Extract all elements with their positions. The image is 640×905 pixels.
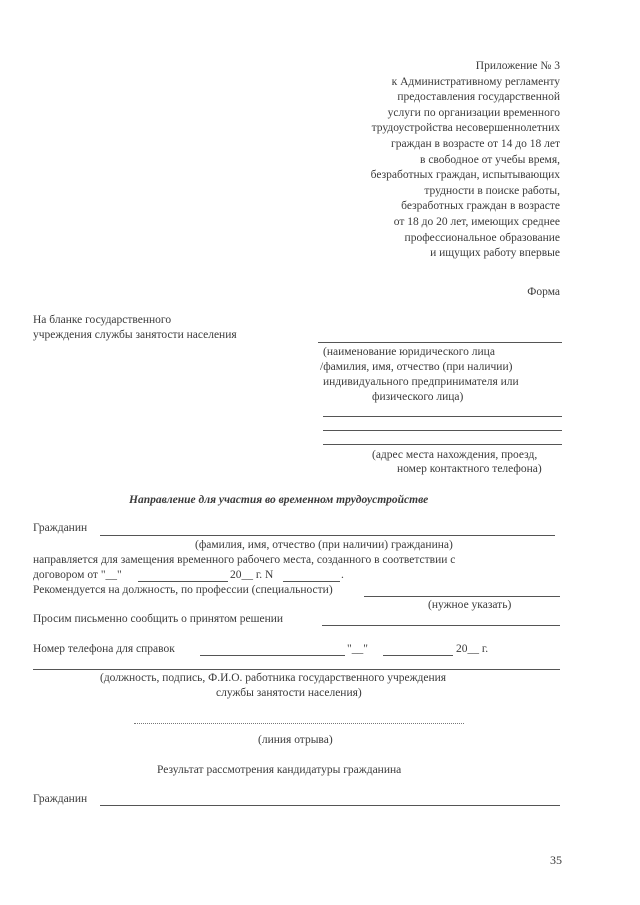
position-field[interactable] (364, 596, 560, 597)
request-field[interactable] (322, 625, 560, 626)
contract-date-field[interactable] (138, 581, 228, 582)
annex-line: Приложение № 3 (475, 60, 560, 72)
contract-end: . (341, 569, 344, 581)
annex-line: граждан в возрасте от 14 до 18 лет (390, 137, 560, 150)
annex-line: и ищущих работу впервые (430, 247, 560, 260)
letterhead-line-1: На бланке государственного (33, 314, 172, 326)
annex-line: в свободное от учебы время, (420, 153, 560, 166)
recipient-address-field-2[interactable] (323, 430, 562, 431)
phone-year: 20__ г. (456, 643, 489, 655)
citizen2-name-field[interactable] (100, 805, 560, 806)
annex-line: безработных граждан, испытывающих (370, 169, 560, 182)
page-number: 35 (550, 853, 562, 867)
annex-block (371, 59, 560, 262)
contract-number-field[interactable] (283, 581, 340, 582)
annex-line: от 18 до 20 лет, имеющих среднее (393, 215, 560, 228)
recommended-label: Рекомендуется на должность, по профессии (специальности) (33, 584, 333, 596)
cutline-caption: (линия отрыва) (258, 734, 333, 746)
annex-line: к Административному регламенту (391, 75, 560, 88)
address-caption-1: (адрес места нахождения, проезд, (372, 449, 538, 461)
recipient-name-field[interactable] (318, 342, 562, 343)
phone-label: Номер телефона для справок (33, 643, 175, 655)
annex-line: предоставления государственной (397, 91, 560, 104)
request-label: Просим письменно сообщить о принятом решении (33, 613, 284, 625)
signer-field[interactable] (33, 669, 560, 670)
citizen-label: Гражданин (33, 522, 88, 534)
annex-line: профессиональное образование (404, 231, 560, 244)
directed-line: направляется для замещения временного рабочего места, созданного в соответствии с (33, 554, 456, 566)
annex-line: безработных граждан в возрасте (401, 200, 560, 213)
phone-field[interactable] (200, 655, 345, 656)
recipient-address-field-3[interactable] (323, 444, 562, 445)
recipient-address-field-1[interactable] (323, 416, 562, 417)
signer-caption-2: службы занятости населения) (216, 687, 362, 699)
address-caption-2: номер контактного телефона) (397, 463, 542, 475)
signer-caption-1: (должность, подпись, Ф.И.О. работника государственного учреждения (100, 672, 447, 684)
recipient-caption-1: (наименование юридического лица (323, 346, 495, 358)
contract-label: договором от "__" (33, 569, 122, 581)
recipient-caption-4: физического лица) (372, 391, 464, 403)
form-label: Форма (527, 286, 560, 298)
phone-date-field[interactable] (383, 655, 453, 656)
citizen-caption: (фамилия, имя, отчество (при наличии) гражданина) (195, 539, 453, 551)
annex-line: услуги по организации временного (387, 106, 560, 119)
recipient-caption-2: /фамилия, имя, отчество (при наличии) (320, 361, 513, 373)
annex-line: трудности в поиске работы, (424, 184, 560, 197)
contract-year: 20__ г. N (230, 569, 274, 581)
phone-date-quote: "__" (347, 643, 368, 655)
specify-caption: (нужное указать) (428, 599, 512, 611)
annex-line: трудоустройства несовершеннолетних (371, 122, 560, 135)
document-title: Направление для участия во временном трудоустройстве (129, 494, 429, 506)
result-label: Результат рассмотрения кандидатуры гражданина (157, 764, 402, 776)
letterhead-line-2: учреждения службы занятости населения (33, 329, 237, 341)
cut-line (134, 723, 464, 724)
citizen2-label: Гражданин (33, 793, 88, 805)
recipient-caption-3: индивидуального предпринимателя или (323, 376, 519, 388)
citizen-name-field[interactable] (100, 535, 555, 536)
